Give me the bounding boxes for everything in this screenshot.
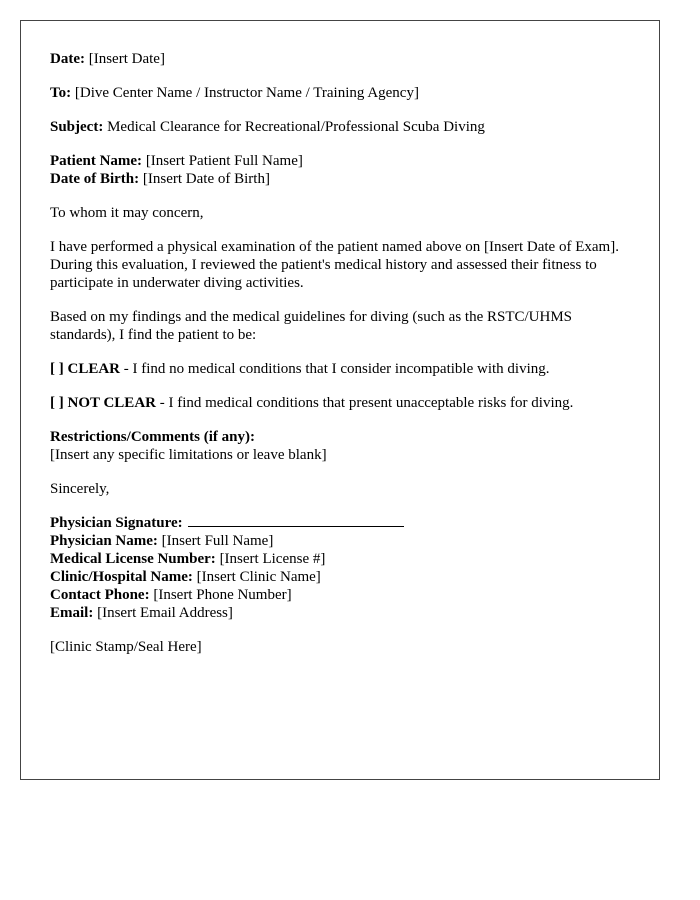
not-clear-checkbox-label: [ ] NOT CLEAR: [50, 395, 156, 411]
email-line: [50, 604, 635, 622]
physician-name-line: [50, 532, 635, 550]
clear-checkbox-label: [ ] CLEAR: [50, 361, 120, 377]
subject-label: Subject:: [50, 119, 104, 135]
to-value: [Dive Center Name / Instructor Name / Training Agency]: [74, 85, 419, 101]
not-clear-option: [50, 394, 635, 412]
date-line: [50, 50, 635, 68]
clinic-line: [50, 568, 635, 586]
physician-block: [50, 514, 635, 622]
paragraph-findings: Based on my findings and the medical guidelines for diving (such as the RSTC/UHMS standards), I find the patient to be:: [50, 309, 573, 343]
not-clear-text: - I find medical conditions that present unacceptable risks for diving.: [155, 395, 574, 411]
phone-line: [50, 586, 635, 604]
clinic-stamp-placeholder: [Clinic Stamp/Seal Here]: [50, 639, 202, 655]
restrictions-block: [50, 428, 635, 464]
phone-label: Contact Phone:: [50, 587, 150, 603]
dob-label: Date of Birth:: [50, 171, 140, 187]
license-line: [50, 550, 635, 568]
signature-label: Physician Signature:: [50, 515, 183, 531]
subject-line: [50, 118, 635, 136]
letter-content: [50, 50, 635, 672]
salutation: To whom it may concern,: [50, 205, 204, 221]
clinic-value: [Insert Clinic Name]: [196, 569, 321, 585]
to-label: To:: [50, 85, 72, 101]
clinic-label: Clinic/Hospital Name:: [50, 569, 193, 585]
patient-info: [50, 152, 635, 188]
restrictions-value: [Insert any specific limitations or leave blank]: [50, 447, 327, 463]
subject-value: Medical Clearance for Recreational/Professional Scuba Diving: [107, 119, 485, 135]
dob-line: [50, 170, 635, 188]
clear-text: - I find no medical conditions that I consider incompatible with diving.: [120, 361, 550, 377]
letter-page: [20, 20, 660, 780]
email-value: [Insert Email Address]: [97, 605, 233, 621]
date-value: [Insert Date]: [88, 51, 165, 67]
patient-name-label: Patient Name:: [50, 153, 143, 169]
closing: Sincerely,: [50, 481, 110, 497]
physician-name-value: [Insert Full Name]: [161, 533, 274, 549]
restrictions-label: Restrictions/Comments (if any):: [50, 429, 255, 445]
license-label: Medical License Number:: [50, 551, 216, 567]
phone-value: [Insert Phone Number]: [153, 587, 292, 603]
license-value: [Insert License #]: [219, 551, 326, 567]
paragraph-examination: I have performed a physical examination of the patient named above on [Insert Date of Exam]. During this evaluation, I reviewed the patient's medical history and assessed their fitness to participate in underwater diving activities.: [50, 239, 619, 291]
signature-line: [50, 514, 635, 532]
clear-option: [50, 360, 635, 378]
email-label: Email:: [50, 605, 94, 621]
patient-name-value: [Insert Patient Full Name]: [145, 153, 303, 169]
signature-blank: [188, 514, 404, 527]
patient-name-line: [50, 152, 635, 170]
dob-value: [Insert Date of Birth]: [142, 171, 270, 187]
physician-name-label: Physician Name:: [50, 533, 158, 549]
to-line: [50, 84, 635, 102]
date-label: Date:: [50, 51, 85, 67]
